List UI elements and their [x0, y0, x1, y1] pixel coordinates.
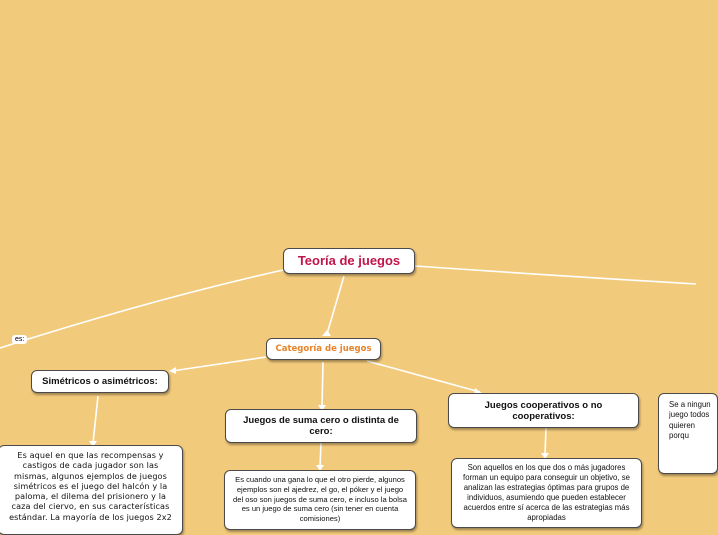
simetricos-description-node[interactable]	[0, 445, 183, 535]
cooperativos-heading-node[interactable]	[448, 393, 639, 428]
connector-sumacero-text	[320, 443, 321, 467]
simetricos-heading-text: Simétricos o asimétricos:	[42, 376, 158, 387]
connector-title-left	[0, 270, 283, 348]
es-connector-label: es:	[12, 335, 27, 344]
cooperativos-description-node[interactable]	[451, 458, 642, 528]
connector-title-right	[415, 266, 696, 284]
arrowhead-category	[322, 330, 331, 336]
category-node[interactable]: Categoría de juegos	[266, 338, 381, 360]
connector-cooperativos-text	[545, 428, 546, 455]
right-partial-node[interactable]	[658, 393, 718, 474]
central-topic-node[interactable]: Teoría de juegos	[283, 248, 415, 274]
suma-cero-description-node[interactable]	[224, 470, 416, 530]
suma-cero-heading-text: Juegos de suma cero o distinta de cero:	[243, 415, 399, 437]
connector-title-category	[327, 276, 344, 334]
connector-simetricos-text	[93, 396, 98, 443]
simetricos-description-text: Es aquel en que las recompensas y castigos de cada jugador son las mismas, algunos ejemplos de juegos simétricos es el juego del halcón y la paloma, el dilema del prisionero y la caza del ciervo, en sus características estándar. La mayoría de los juegos 2x2	[9, 450, 172, 522]
right-partial-text: Se a ningun juego todos quieren porqu	[669, 400, 711, 440]
arrowhead-simetricos	[169, 367, 176, 374]
simetricos-heading-node[interactable]	[31, 370, 169, 393]
suma-cero-heading-node[interactable]	[225, 409, 417, 443]
cooperativos-heading-text: Juegos cooperativos o no cooperativos:	[484, 399, 603, 422]
cooperativos-description-text: Son aquellos en los que dos o más jugadores forman un equipo para conseguir un objetivo, se analizan las estrategias óptimas para grupos de individuos, asumiendo que pueden establecer acuerdos entre sí acerca de las estrategias más apropiadas	[463, 463, 630, 522]
suma-cero-description-text: Es cuando una gana lo que el otro pierde, algunos ejemplos son el ajedrez, el go, el póker y el juego del oso son juegos de suma cero, e incluso la bolsa es un juego de suma cero (sin tener en cuenta comisiones)	[233, 475, 407, 524]
connector-category-simetricos	[172, 357, 266, 371]
connector-category-cooperativos	[367, 361, 480, 392]
connector-category-sumacero	[322, 362, 323, 407]
